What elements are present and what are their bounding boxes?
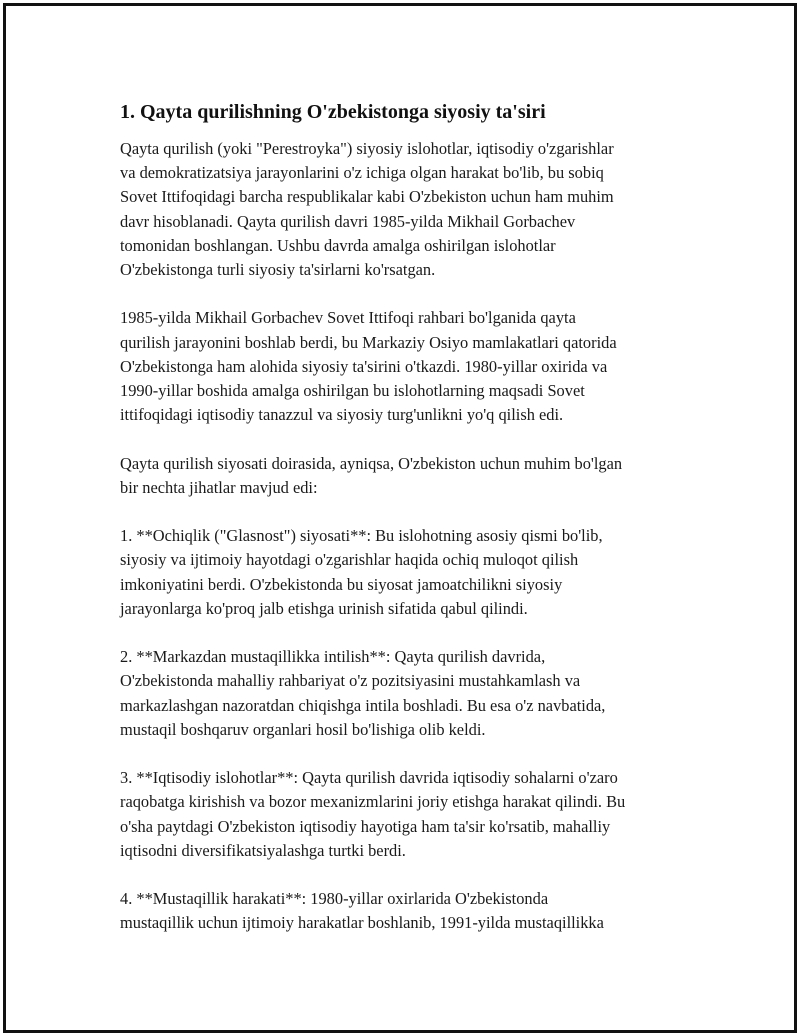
list-item-independence-from-center: 2. **Markazdan mustaqillikka intilish**: Qayta qurilish davrida, O'zbekistonda mahalliy rahbariyat o'z pozitsiyasini mustahkamlash va markazlashgan nazoratdan chiqishga intila boshladi. Bu esa o'z navbatida, mustaqil boshqaruv organlari hosil bo'lishiga olib keldi. xyxy=(120,647,606,739)
paragraph-gorbachev: 1985-yilda Mikhail Gorbachev Sovet Ittifoqi rahbari bo'lganida qayta qurilish jarayonini boshlab berdi, bu Markaziy Osiyo mamlakatlari qatorida O'zbekistonga ham alohida siyosiy ta'sirini o'tkazdi. 1980-yillar oxirida va 1990-yillar boshida amalga oshirilgan bu islohotlarning maqsadi Sovet ittifoqidagi iqtisodiy tanazzul va siyosiy turg'unlikni yo'q qilish edi. xyxy=(120,308,617,425)
document-body xyxy=(120,99,680,960)
paragraph-intro: Qayta qurilish (yoki "Perestroyka") siyosiy islohotlar, iqtisodiy o'zgarishlar va demokratizatsiya jarayonlarini o'z ichiga olgan harakat bo'lib, bu sobiq Sovet Ittifoqidagi barcha respublikalar kabi O'zbekiston uchun ham muhim davr hisoblanadi. Qayta qurilish davri 1985-yilda Mikhail Gorbachev tomonidan boshlangan. Ushbu davrda amalga oshirilgan islohotlar O'zbekistonga turli siyosiy ta'sirlarni ko'rsatgan. xyxy=(120,139,614,280)
list-item-glasnost: 1. **Ochiqlik ("Glasnost") siyosati**: Bu islohotning asosiy qismi bo'lib, siyosiy va ijtimoiy hayotdagi o'zgarishlar haqida ochiq muloqot qilish imkoniyatini berdi. O'zbekistonda bu siyosat jamoatchilikni siyosiy jarayonlarga ko'proq jalb etishga urinish sifatida qabul qilindi. xyxy=(120,526,603,618)
page-title: 1. Qayta qurilishning O'zbekistonga siyosiy ta'siri xyxy=(120,101,546,123)
page-frame xyxy=(3,3,797,1033)
list-item-economic-reforms: 3. **Iqtisodiy islohotlar**: Qayta qurilish davrida iqtisodiy sohalarni o'zaro raqobatga kirishish va bozor mexanizmlarini joriy etishga harakat qilindi. Bu o'sha paytdagi O'zbekiston iqtisodiy hayotiga ham ta'sir ko'rsatib, mahalliy iqtisodni diversifikatsiyalashga turtki berdi. xyxy=(120,768,626,860)
list-item-independence-movement: 4. **Mustaqillik harakati**: 1980-yillar oxirlarida O'zbekistonda mustaqillik uchun ijtimoiy harakatlar boshlanib, 1991-yilda mustaqillikka xyxy=(120,889,604,933)
paragraph-aspects-intro: Qayta qurilish siyosati doirasida, ayniqsa, O'zbekiston uchun muhim bo'lgan bir nechta jihatlar mavjud edi: xyxy=(120,453,623,497)
